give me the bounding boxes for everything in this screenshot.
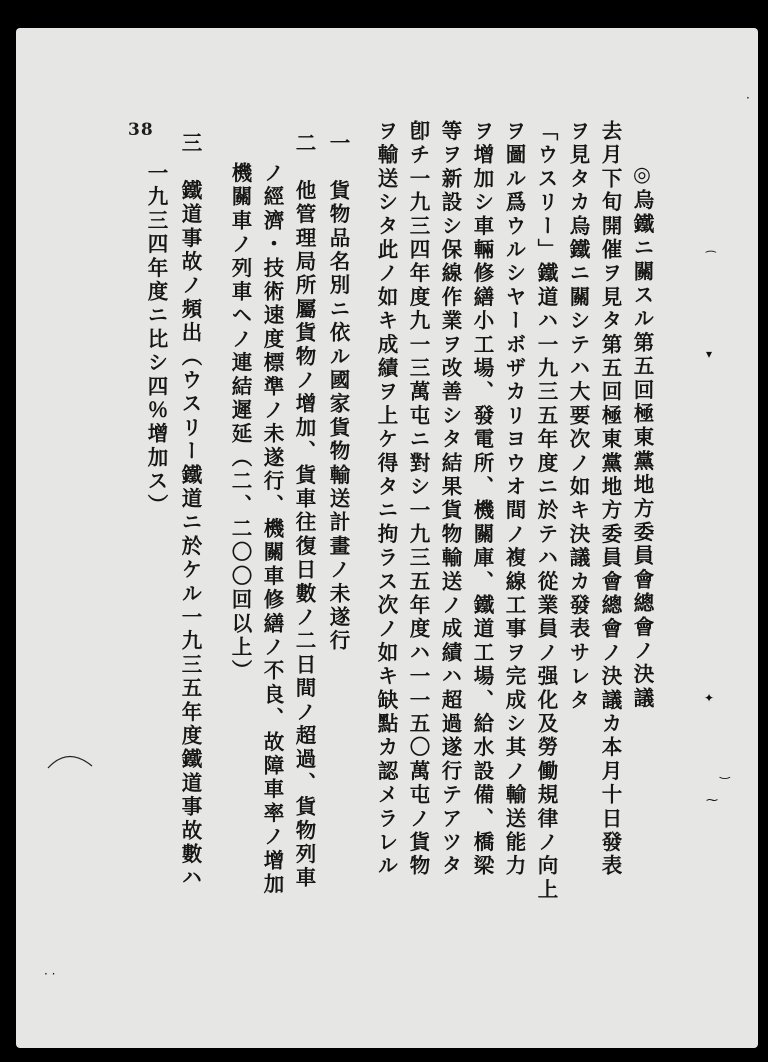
text-column: ヲ輸送シタ此ノ如キ成績ヲ上ケ得タニ拘ラス次ノ如キ缺點カ認メラレル xyxy=(374,120,398,879)
text-column: 卽チ一九三四年度九一三萬屯ニ對シ一九三五年度ハ一一五〇萬屯ノ貨物 xyxy=(406,120,430,879)
scan-mark: ✦ xyxy=(704,691,715,705)
text-column: ヲ圖ル爲ウルシヤーボザカリヨウオ間ノ複線工事ヲ完成シ其ノ輸送能力 xyxy=(502,120,526,879)
scan-arc-mark xyxy=(46,746,106,776)
text-column: 去月下旬開催ヲ見タ第五回極東黨地方委員會總會ノ決議カ本月十日發表 xyxy=(598,120,622,879)
list-item-column: 三 鐵道事故ノ頻出（ウスリー鐵道ニ於ケル一九三五年度鐵道事故數ハ xyxy=(178,132,202,891)
scan-mark: ⁔ xyxy=(706,239,716,253)
text-column: 一九三四年度ニ比シ四％增加ス） xyxy=(144,162,168,518)
scan-mark: · xyxy=(746,91,750,105)
text-column: 等ヲ新設シ保線作業ヲ改善シタ結果貨物輸送ノ成績ハ超過遂行テアツタ xyxy=(438,120,462,879)
list-item-column: 一 貨物品名別ニ依ル國家貨物輸送計畫ノ未遂行 xyxy=(326,132,350,654)
text-column: 「ウスリー」鐵道ハ一九三五年度ニ於テハ從業員ノ强化及勞働規律ノ向上 xyxy=(534,120,558,903)
text-column: ヲ見タカ烏鐵ニ關シテハ大要次ノ如キ決議カ發表サレタ xyxy=(566,120,590,713)
scan-mark: ⁓ xyxy=(706,793,718,807)
page-number: 38 xyxy=(128,120,154,140)
document-page xyxy=(16,28,758,1048)
vertical-text-body xyxy=(16,28,758,1048)
text-column: ノ經濟・技術速度標準ノ未遂行、機關車修繕ノ不良、故障車率ノ增加 xyxy=(260,162,284,897)
scan-mark: ‿ xyxy=(720,765,730,779)
list-item-column: 二 他管理局所屬貨物ノ增加、貨車往復日數ノ二日間ノ超過、貨物列車 xyxy=(292,132,316,891)
scan-mark: ▾ xyxy=(706,347,713,361)
text-column: ヲ增加シ車輛修繕小工場、發電所、機關庫、鐵道工場、給水設備、橋梁 xyxy=(470,120,494,879)
heading-column: ◎烏鐵ニ關スル第五回極東黨地方委員會總會ノ決議 xyxy=(630,162,654,711)
text-column: 機關車ノ列車ヘノ連結遲延（二、二〇〇回以上） xyxy=(228,162,252,684)
scan-mark: · · xyxy=(44,967,56,981)
